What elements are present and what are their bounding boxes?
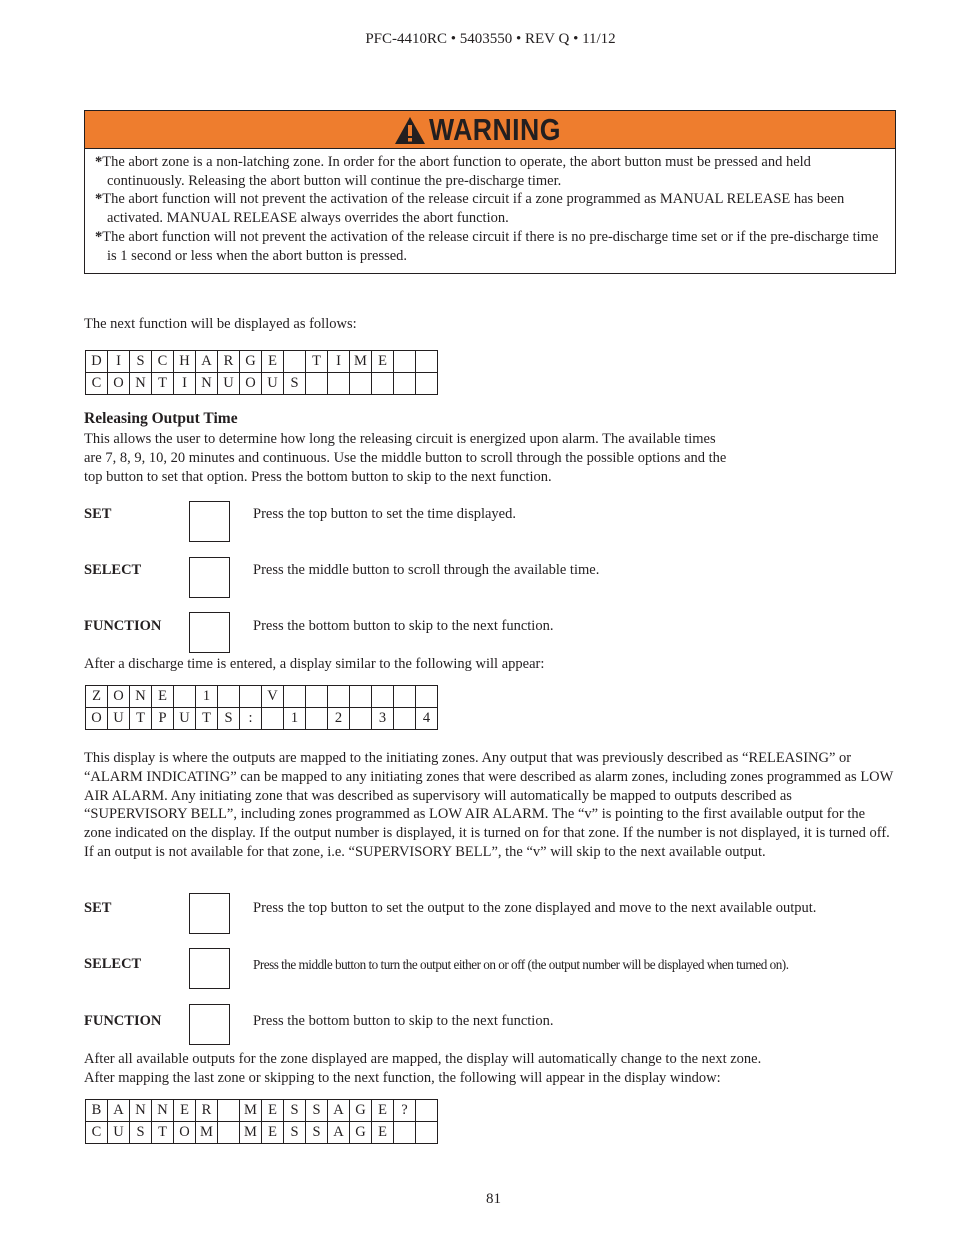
set-label: SET (84, 506, 112, 522)
lcd-cell: O (86, 708, 108, 730)
lcd-cell: U (218, 373, 240, 395)
function-button[interactable] (189, 1004, 230, 1045)
page-number: 81 (486, 1191, 501, 1207)
warning-triangle-icon (394, 116, 426, 145)
lcd-cell (372, 373, 394, 395)
display-row (86, 708, 438, 730)
mapping-description: This display is where the outputs are mapped to the initiating zones. Any output that was previously described as “RELEASING” or “ALARM INDICATING” can be mapped to any initiating zones that were described as alarm zones, including zones programmed as LOW AIR ALARM. Any initiating zone that was described as supervisory will automatically be mapped to outputs described as “SUPERVISORY BELL”, including zones programmed as LOW AIR ALARM. The “v” is pointing to the first available output for the zone indicated on the display. If the output number is displayed, it is turned on for that zone. If the number is not displayed, it is turned off. If an output is not available for that zone, i.e. “SUPERVISORY BELL”, the “v” will skip to the next available output. (84, 750, 894, 860)
lcd-cell: H (174, 351, 196, 373)
lcd-cell: S (284, 373, 306, 395)
lcd-cell: E (262, 1100, 284, 1122)
lcd-cell: P (152, 708, 174, 730)
function-description: Press the bottom button to skip to the next function. (253, 1013, 554, 1029)
warning-text (95, 153, 885, 265)
lcd-cell: U (174, 708, 196, 730)
lcd-cell: T (152, 373, 174, 395)
lcd-cell: I (328, 351, 350, 373)
lcd-cell: S (284, 1100, 306, 1122)
lcd-cell: O (108, 686, 130, 708)
select-description: Press the middle button to scroll through the available time. (253, 562, 600, 578)
lcd-cell (416, 1100, 438, 1122)
lcd-cell (394, 351, 416, 373)
lcd-cell: R (196, 1100, 218, 1122)
warning-item: *The abort function will not prevent the activation of the release circuit if there is no pre-discharge time set or if the pre-discharge time is 1 second or less when the abort button is pressed. (95, 228, 879, 264)
lcd-cell: E (262, 1122, 284, 1144)
after-discharge-text: After a discharge time is entered, a display similar to the following will appear: (84, 656, 545, 672)
lcd-cell: 1 (196, 686, 218, 708)
lcd-cell: 2 (328, 708, 350, 730)
lcd-cell: D (86, 351, 108, 373)
lcd-cell: A (108, 1100, 130, 1122)
select-label: SELECT (84, 562, 142, 578)
display-row (86, 373, 438, 395)
lcd-cell: R (218, 351, 240, 373)
lcd-cell (218, 1122, 240, 1144)
lcd-cell: 4 (416, 708, 438, 730)
lcd-cell: T (306, 351, 328, 373)
set-label: SET (84, 900, 112, 916)
select-button[interactable] (189, 948, 230, 989)
lcd-cell (350, 686, 372, 708)
after-mapping-text: After all available outputs for the zone displayed are mapped, the display will automatically change to the next zone. (84, 1051, 762, 1067)
lcd-cell (240, 686, 262, 708)
lcd-cell: S (284, 1122, 306, 1144)
lcd-cell: I (108, 351, 130, 373)
lcd-cell: S (130, 1122, 152, 1144)
lcd-cell: A (328, 1100, 350, 1122)
display-row (86, 1100, 438, 1122)
lcd-cell: N (130, 373, 152, 395)
select-button[interactable] (189, 557, 230, 598)
display-row (86, 1122, 438, 1144)
lcd-cell: O (174, 1122, 196, 1144)
lcd-cell: E (372, 1122, 394, 1144)
lcd-cell: N (152, 1100, 174, 1122)
lcd-cell: I (174, 373, 196, 395)
lcd-cell (416, 351, 438, 373)
lcd-cell: V (262, 686, 284, 708)
lcd-cell: G (350, 1100, 372, 1122)
lcd-cell: C (86, 373, 108, 395)
lcd-cell: A (328, 1122, 350, 1144)
display-banner-message (85, 1099, 438, 1144)
lcd-cell: ? (394, 1100, 416, 1122)
lcd-cell (350, 708, 372, 730)
section-description: This allows the user to determine how long the releasing circuit is energized upon alarm. The available times are 7, 8, 9, 10, 20 minutes and continuous. Use the middle button to scroll through the possible options and the top button to set that option. Press the bottom button to skip to the next function. (84, 431, 727, 485)
lcd-cell (416, 373, 438, 395)
lcd-cell: B (86, 1100, 108, 1122)
lcd-cell: C (152, 351, 174, 373)
lcd-cell (394, 686, 416, 708)
section-title: Releasing Output Time (84, 410, 238, 427)
warning-box (84, 110, 896, 274)
lcd-cell: T (196, 708, 218, 730)
lcd-cell: S (306, 1100, 328, 1122)
lcd-cell: E (152, 686, 174, 708)
lcd-cell (306, 373, 328, 395)
lcd-cell: S (218, 708, 240, 730)
lcd-cell: C (86, 1122, 108, 1144)
lcd-cell (350, 373, 372, 395)
select-description: Press the middle button to turn the output either on or off (the output number will be displayed when turned on). (253, 957, 789, 972)
lcd-cell (306, 686, 328, 708)
display-row (86, 351, 438, 373)
lcd-cell: G (350, 1122, 372, 1144)
lcd-cell: N (130, 686, 152, 708)
display-discharge-time (85, 350, 438, 395)
lcd-cell: 1 (284, 708, 306, 730)
lcd-cell (372, 686, 394, 708)
lcd-cell (262, 708, 284, 730)
set-button[interactable] (189, 501, 230, 542)
function-button[interactable] (189, 612, 230, 653)
lcd-cell: U (262, 373, 284, 395)
intro-text: The next function will be displayed as follows: (84, 316, 357, 332)
lcd-cell: O (108, 373, 130, 395)
lcd-cell: T (152, 1122, 174, 1144)
lcd-cell (174, 686, 196, 708)
warning-title: WARNING (429, 112, 561, 147)
lcd-cell: M (196, 1122, 218, 1144)
lcd-cell: S (306, 1122, 328, 1144)
set-description: Press the top button to set the time displayed. (253, 506, 516, 522)
function-description: Press the bottom button to skip to the next function. (253, 618, 554, 634)
lcd-cell: M (240, 1100, 262, 1122)
display-zone-outputs (85, 685, 438, 730)
lcd-cell (394, 373, 416, 395)
page-header: PFC-4410RC • 5403550 • REV Q • 11/12 (365, 31, 616, 47)
lcd-cell: A (196, 351, 218, 373)
lcd-cell: E (262, 351, 284, 373)
lcd-cell: O (240, 373, 262, 395)
function-label: FUNCTION (84, 618, 162, 634)
set-description: Press the top button to set the output to the zone displayed and move to the next available output. (253, 900, 817, 916)
lcd-cell: N (130, 1100, 152, 1122)
lcd-cell: E (174, 1100, 196, 1122)
function-label: FUNCTION (84, 1013, 162, 1029)
lcd-cell: T (130, 708, 152, 730)
lcd-cell: E (372, 351, 394, 373)
lcd-cell: E (372, 1100, 394, 1122)
warning-item: *The abort function will not prevent the activation of the release circuit if a zone programmed as MANUAL RELEASE has been activated. MANUAL RELEASE always overrides the abort function. (95, 191, 845, 227)
lcd-cell (416, 1122, 438, 1144)
lcd-cell: Z (86, 686, 108, 708)
display-row (86, 686, 438, 708)
lcd-cell (328, 373, 350, 395)
select-label: SELECT (84, 956, 142, 972)
lcd-cell: U (108, 708, 130, 730)
set-button[interactable] (189, 893, 230, 934)
lcd-cell (394, 1122, 416, 1144)
warning-banner (85, 111, 895, 149)
lcd-cell: 3 (372, 708, 394, 730)
lcd-cell: S (130, 351, 152, 373)
lcd-cell (394, 708, 416, 730)
lcd-cell (306, 708, 328, 730)
lcd-cell: M (240, 1122, 262, 1144)
lcd-cell: N (196, 373, 218, 395)
lcd-cell (284, 351, 306, 373)
after-mapping-text: After mapping the last zone or skipping to the next function, the following will appear in the display window: (84, 1070, 721, 1086)
warning-item: *The abort zone is a non-latching zone. In order for the abort function to operate, the abort button must be pressed and held continuously. Releasing the abort button will continue the pre-discharge timer. (95, 154, 811, 189)
lcd-cell (328, 686, 350, 708)
lcd-cell (416, 686, 438, 708)
lcd-cell: : (240, 708, 262, 730)
lcd-cell (218, 686, 240, 708)
lcd-cell (284, 686, 306, 708)
lcd-cell: G (240, 351, 262, 373)
lcd-cell: U (108, 1122, 130, 1144)
lcd-cell (218, 1100, 240, 1122)
lcd-cell: M (350, 351, 372, 373)
